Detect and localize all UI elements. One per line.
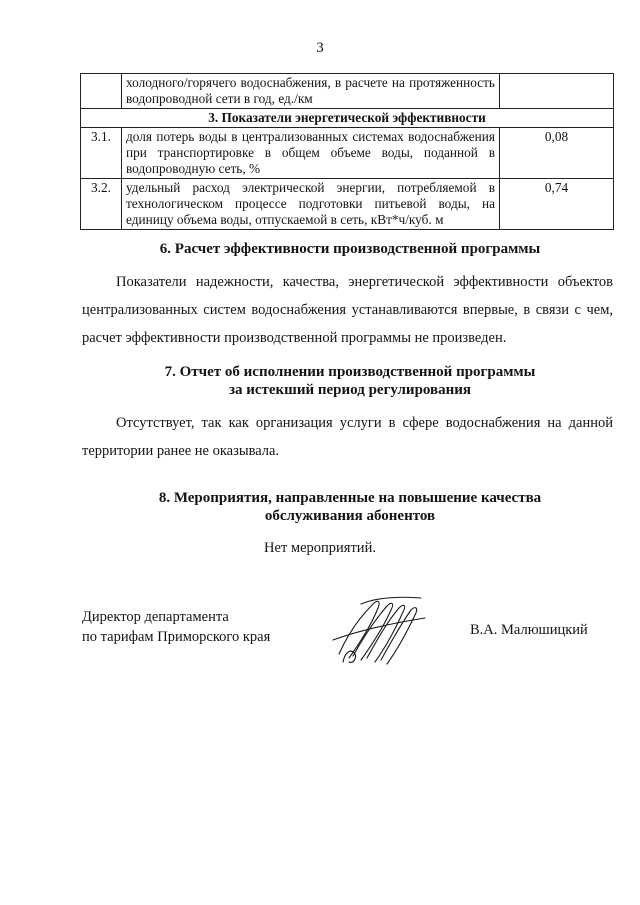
table-cell-continuation: холодного/горячего водоснабжения, в расчете на протяженность водопроводной сети в год, ед./км <box>122 74 500 109</box>
table-section-row <box>81 109 614 128</box>
indicators-table <box>80 73 614 230</box>
row-description: удельный расход электрической энергии, потребляемой в технологическом процессе подготовки питьевой воды, на единицу объема воды, отпускаемой в сеть, кВт*ч/куб. м <box>122 179 500 230</box>
table-row <box>81 74 614 109</box>
row-description: доля потерь воды в централизованных системах водоснабжения при транспортировке в общем объеме воды, поданной в водопроводную сеть, % <box>122 128 500 179</box>
section8-heading-line1: 8. Мероприятия, направленные на повышение качества <box>158 490 542 506</box>
section6-heading: 6. Расчет эффективности производственной программы <box>159 241 541 257</box>
signatory-title-line2: по тарифам Приморского края <box>82 629 271 645</box>
table-cell-empty <box>81 74 122 109</box>
row-number: 3.1. <box>81 128 122 179</box>
page-number: 3 <box>316 40 324 56</box>
signatory-title <box>82 607 270 647</box>
table-row <box>81 128 614 179</box>
row-value: 0,08 <box>500 128 614 179</box>
section8-text: Нет мероприятий. <box>264 540 376 556</box>
row-number: 3.2. <box>81 179 122 230</box>
section6-text: Показатели надежности, качества, энергетической эффективности объектов централизованных систем водоснабжения устанавливаются впервые, в связи с чем, расчет эффективности производственной программы не произведен. <box>82 274 613 346</box>
section7-heading-line2: за истекший период регулирования <box>228 382 472 398</box>
section8-heading-line2: обслуживания абонентов <box>264 508 436 524</box>
handwritten-signature <box>325 590 435 670</box>
row-value: 0,74 <box>500 179 614 230</box>
signatory-title-line1: Директор департамента <box>82 609 229 625</box>
table-cell-empty <box>500 74 614 109</box>
table-section-title: 3. Показатели энергетической эффективности <box>81 109 614 128</box>
table-row <box>81 179 614 230</box>
signatory-name: В.А. Малюшицкий <box>470 622 588 638</box>
section7-text: Отсутствует, так как организация услуги в сфере водоснабжения на данной территории ранее не оказывала. <box>82 415 613 459</box>
section7-heading-line1: 7. Отчет об исполнении производственной программы <box>164 364 536 380</box>
